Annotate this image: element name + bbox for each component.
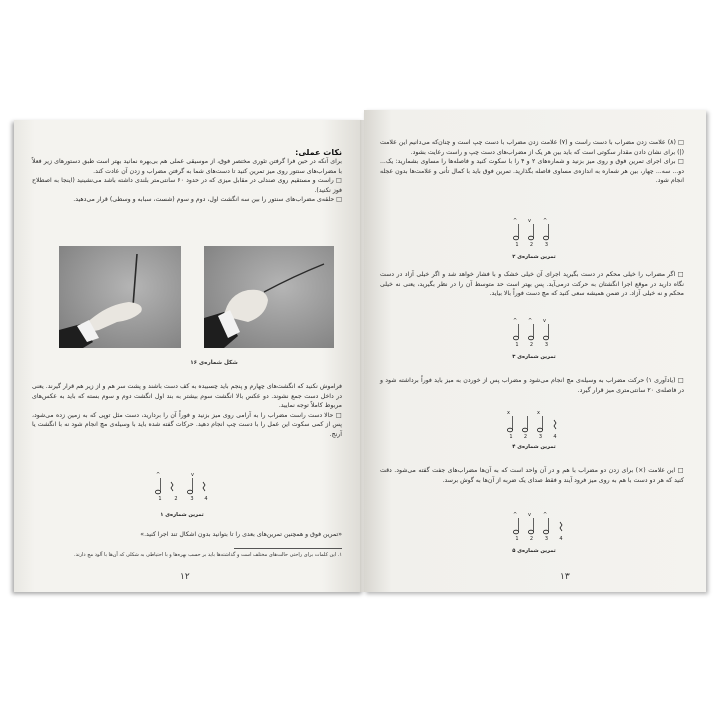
footnote: ۱. این کلمات برای راحتی حالت‌های مختلف است و گذاشته‌ها باید بر حسب بهره‌ها و با احتیاطی به شکلی که آن‌ها با آلود مچ دارند. [74,552,342,558]
ex4-count-3: 3 [538,434,543,440]
exercise-4-notation [504,408,564,444]
bullet-double-strike: □ این علامت (×) برای زدن دو مضراب با هم و در آن واحد است که به آن‌ها مضراب‌های جفت گفته می‌شود. دقت کنید که هر دو دست با هم به روی میز فرود آیند و فقط صدای یک ضربه از آن‌ها به گوش برسد. [380,467,684,484]
ex4-count-1: 1 [509,434,513,440]
bullet-posture: □ راست و مستقیم روی صندلی در مقابل میزی که در حدود ۶۰ سانتی‌متر بلندی داشته باشد می‌نشینید (اینجا به اصطلاح فوز نکنید). [32,177,342,194]
intro-paragraph: برای آنکه در حین فرا گرفتن تئوری مختصر فوق، از موسیقی عملی هم بی‌بهره نمانید بهتر است طبق دستورهای زیر فعلاً با مضراب‌های سنتور روی میز تمرین کنید تا دست‌های شما به گرفتن مضراب و زدن آن عادت کند. [32,158,342,175]
right-page-number: ۱۳ [560,572,570,582]
ex3-count-2: 2 [529,342,534,348]
bullet-grip-pressure: □ اگر مضراب را خیلی محکم در دست بگیرید اجرای آن خیلی خشک و با فشار خواهد شد و اگر خیلی آزاد در دست نگاه دارید در موقع اجرا انگشتان به حرکت درمی‌آید. پس بهتر است حد متوسط آن را در نظر بگیرید، یعنی نه خیلی محکم و نه خیلی آزاد. در ضمن همیشه سعی کنید که مچ دست فوراً بالا بیاید. [380,271,684,298]
exercise-2-caption: تمرین شماره‌ی ۲ [512,254,556,260]
ex2-count-3: 3 [544,242,549,248]
svg-text:^: ^ [528,318,533,324]
svg-text:^: ^ [513,512,518,518]
ex2-count-2: 2 [529,242,534,248]
exercise-1-notation [152,470,212,506]
open-book [14,110,706,592]
paragraph-fingers: فراموش نکنید که انگشت‌های چهارم و پنجم باید چسبیده به کف دست باشند و پشت سر هم و از زیر هم قرار گیرند. یعنی در داخل دست جمع نشوند. دو عکس بالا انگشت سوم بیشتر به بند اول انگشت دوم و سوم بسته که باید به عکس‌های مربوط کاملاً توجه نمایید. [32,383,342,410]
count-2: 2 [174,496,178,502]
ex4-count-2: 2 [523,434,528,440]
bullet-reminder: □ (یادآوری ۱) حرکت مضراب به وسیله‌ی مچ انجام می‌شود و مضراب پس از خوردن به میز باید فوراً برداشته شود و در فاصله‌ی ۲۰ سانتی‌متری میز قرار گیرد. [380,377,684,394]
bullet-grip: □ حلقه‌ی مضراب‌های سنتور را بین سه انگشت اول، دوم و سوم (شست، سبابه و وسطی) قرار می‌دهید. [73,196,342,204]
count-3: 3 [190,496,194,502]
ex3-count-1: 1 [515,342,519,348]
paragraph-symbols: □ (۸) علامت زدن مضراب با دست راست و (۷) علامت زدن مضراب با دست چپ است و چنان‌که می‌دانیم این علامت (|) برای نشان دادن مقدار سکوتی است که باید بین هر یک از مضراب‌های دست چپ و راست رعایت بشود. [380,139,684,156]
bullet-counting: □ برای اجرای تمرین فوق و روی میز بزنید و شماره‌های ۲ و ۴ را با سکوت کنید و فاصله‌ها را مساوی بشمارید: یک... دو... سه... چهار، بین هر شماره به اندازه‌ی مساوی فاصله بگذارید. تمرین فوق باید با کمال تأنی و علامت‌ها بدون عجله انجام شود. [380,158,684,185]
right-page [364,110,706,592]
ex3-count-3: 3 [544,342,549,348]
figure-caption: شکل شماره‌ی ۱۶ [190,360,238,366]
ex5-count-1: 1 [515,536,519,542]
photo-open-hand [59,246,181,348]
svg-text:v: v [528,512,531,518]
svg-text:x: x [537,410,540,416]
ex5-count-2: 2 [529,536,534,542]
count-1: 1 [158,496,162,502]
svg-text:v: v [543,318,546,324]
ex2-count-1: 1 [515,242,519,248]
ex4-count-4: 4 [553,434,557,440]
section-title: نکات عملی: [295,148,342,157]
svg-text:x: x [507,410,510,416]
svg-text:^: ^ [513,318,518,324]
exercise-3-caption: تمرین شماره‌ی ۳ [512,354,556,360]
left-page-number: ۱۲ [180,572,190,582]
left-page [14,120,364,592]
exercise-2-notation [510,216,554,252]
svg-text:^: ^ [543,512,548,518]
svg-text:v: v [528,218,531,224]
svg-text:^: ^ [543,218,548,224]
exercise-5-notation [510,510,570,546]
svg-text:^: ^ [156,472,161,478]
exercise-3-notation [510,316,554,352]
exercise-4-caption: تمرین شماره‌ی ۴ [512,444,556,450]
footnote-divider [234,548,342,549]
svg-text:^: ^ [513,218,518,224]
svg-text:v: v [191,472,194,478]
ex5-count-3: 3 [544,536,549,542]
paragraph-practice: «تمرین فوق و همچنین تمرین‌های بعدی را تا بتوانید بدون اشکال تند اجرا کنید.» [140,531,342,538]
exercise-5-caption: تمرین شماره‌ی ۵ [512,548,556,554]
ex5-count-4: 4 [559,536,563,542]
count-4: 4 [204,496,208,502]
bullet-strike: □ حالا دست راست مضراب را به آرامی روی میز بزنید و فوراً آن را بردارید، دست مثل توپی که به زمین زده می‌شود، پس از کمی سکوت این عمل را با دست چپ انجام دهید. حرکات گفته شده باید با وسیله‌ی مچ انجام شود نه با انگشت یا آرنج. [32,411,342,438]
exercise-1-caption: تمرین شماره‌ی ۱ [160,512,204,518]
photo-closed-hand [204,246,334,348]
